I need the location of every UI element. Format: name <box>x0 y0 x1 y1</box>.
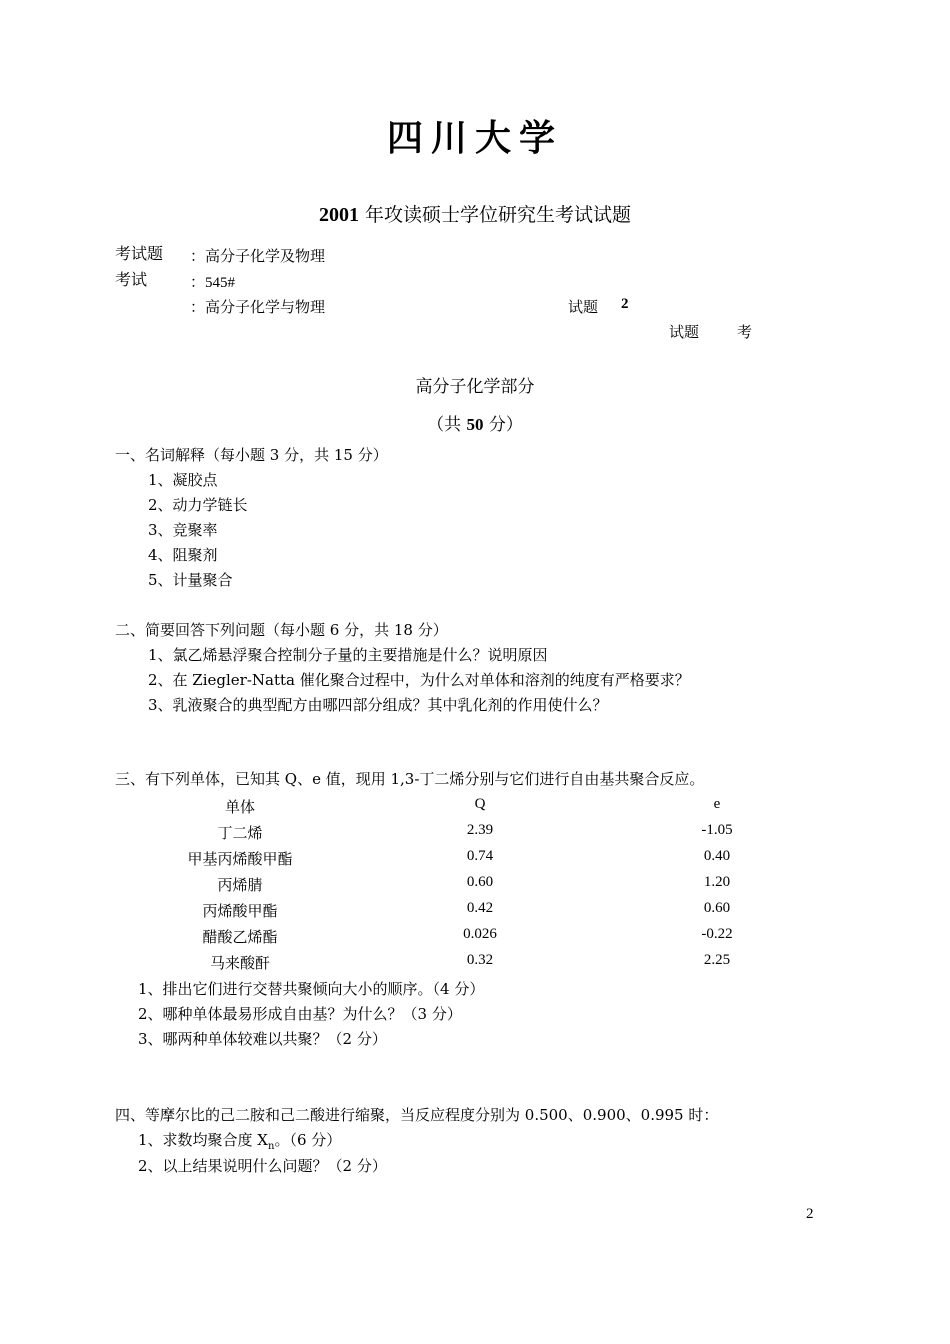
q3-item: 2、哪种单体最易形成自由基？为什么？（3 分） <box>138 1005 462 1023</box>
q3-title: 三、有下列单体，已知其 Q、e 值，现用 1,3-丁二烯分别与它们进行自由基共聚合反应。 <box>115 770 705 788</box>
q3-item: 3、哪两种单体较难以共聚？（2 分） <box>138 1030 387 1048</box>
table-header-monomer: 单体 <box>224 798 255 816</box>
q4-item-1-sub: n <box>268 1141 275 1152</box>
exam-year: 2001 <box>318 204 359 226</box>
table-cell-monomer: 醋酸乙烯酯 <box>202 928 278 946</box>
q2-item: 1、氯乙烯悬浮聚合控制分子量的主要措施是什么？说明原因 <box>148 646 548 664</box>
table-cell-q: 0.60 <box>466 874 494 890</box>
table-cell-q: 0.74 <box>466 848 494 864</box>
table-cell-e: 2.25 <box>703 952 731 968</box>
q1-title: 一、名词解释（每小题 3 分，共 15 分） <box>115 446 388 464</box>
q1-item: 3、竞聚率 <box>148 521 218 539</box>
table-cell-e: 0.60 <box>703 900 731 916</box>
table-cell-monomer: 马来酸酐 <box>209 954 270 972</box>
table-cell-e: 1.20 <box>703 874 731 890</box>
q2-item: 3、乳液聚合的典型配方由哪四部分组成？其中乳化剂的作用使什么？ <box>148 696 608 714</box>
label-subject: 考试题 <box>115 244 164 263</box>
right-label: 试题 <box>568 298 599 316</box>
exam-title-text: 年攻读硕士学位研究生考试试题 <box>365 204 632 226</box>
table-cell-q: 0.42 <box>466 900 494 916</box>
q4-item-1-post: 。（6 分） <box>274 1131 342 1149</box>
q1-item: 5、计量聚合 <box>148 571 233 589</box>
table-cell-q: 0.026 <box>463 926 497 942</box>
table-cell-q: 0.32 <box>466 952 494 968</box>
table-cell-monomer: 丙烯酸甲酯 <box>202 902 278 920</box>
table-cell-e: -1.05 <box>701 822 733 838</box>
q4-item-2: 2、以上结果说明什么问题？（2 分） <box>138 1157 387 1175</box>
q4-item-1-pre: 1、求数均聚合度 X <box>138 1131 268 1149</box>
table-cell-e: 0.40 <box>703 848 731 864</box>
table-cell-monomer: 丙烯腈 <box>217 876 263 894</box>
table-cell-q: 2.39 <box>466 822 494 838</box>
q2-item: 2、在 Ziegler-Natta 催化聚合过程中，为什么对单体和溶剂的纯度有严格要求？ <box>148 671 690 689</box>
q1-item: 2、动力学链长 <box>148 496 248 514</box>
q4-item-1 <box>138 1129 341 1152</box>
table-cell-e: -0.22 <box>701 926 733 942</box>
value-subject: ：高分子化学及物理 <box>190 247 326 265</box>
table-cell-monomer: 甲基丙烯酸甲酯 <box>187 850 293 868</box>
section-total-prefix: （共 <box>427 415 467 435</box>
value-code: ：545# <box>190 275 236 291</box>
q3-item: 1、排出它们进行交替共聚倾向大小的顺序。（4 分） <box>138 980 485 998</box>
exam-title <box>0 200 950 227</box>
table-header-e: e <box>713 796 721 812</box>
section-total-num: 50 <box>466 415 484 434</box>
value-course: ：高分子化学与物理 <box>190 298 326 316</box>
q2-title: 二、简要回答下列问题（每小题 6 分，共 18 分） <box>115 621 448 639</box>
q4-title: 四、等摩尔比的己二胺和己二酸进行缩聚，当反应程度分别为 0.500、0.900、0.995 时： <box>115 1106 719 1124</box>
table-cell-monomer: 丁二烯 <box>217 824 263 842</box>
page-number: 2 <box>806 1206 814 1222</box>
q1-item: 1、凝胶点 <box>148 471 218 489</box>
right-num: 2 <box>621 296 629 312</box>
university-title: 四川大学 <box>386 117 563 159</box>
section-total <box>0 410 950 435</box>
section-total-suffix: 分） <box>483 415 523 435</box>
right2-a: 试题 <box>669 323 700 341</box>
label-exam: 考试 <box>115 270 148 289</box>
section-title: 高分子化学部分 <box>415 377 535 397</box>
q1-item: 4、阻聚剂 <box>148 546 218 564</box>
right2-b: 考 <box>737 323 753 341</box>
table-header-q: Q <box>474 796 486 812</box>
